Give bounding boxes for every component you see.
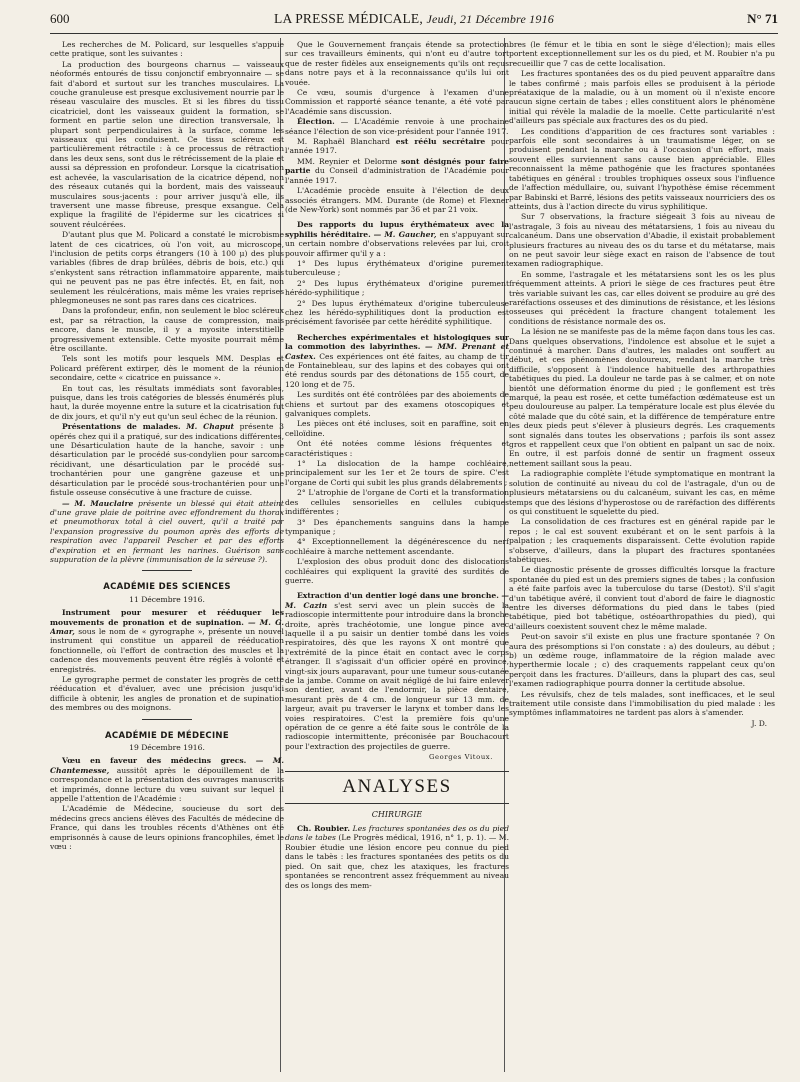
- list-item: 1° La dislocation de la hampe cochléaire, principalement sur les 1er et 2e tours de spire. C'est l'organe de Corti qui subit les plus grands délabrements ;: [285, 459, 509, 487]
- presentations-text: présente 3 opérés chez qui il a pratiqué, sur des indications différentes, une Désarticulation haute de la hanche, savoir : une désarticulation par le procédé sus-condylien pour sarcome récidivant, une désarticulation par le procédé sus-trochantérien pour une gangrène gazeuse et une désarticulation par le procédé sous-trochantérien pour une fistule osseuse consécutive à une fracture de cuisse.: [50, 422, 284, 498]
- roubier-text: — M. Roubier étudie une lésion encore peu connue du pied dans le tabès : les fractures spontanées des petits os du pied. On sait que, chez les ataxiques, les fractures spontanées se rencontrent assez fréquemment au niveau des os longs des mem-: [285, 833, 509, 890]
- column-2: [285, 40, 509, 1070]
- chirurgie-subheading: CHIRURGIE: [371, 809, 423, 819]
- reynier-bold: sont désignés pour faire partie: [285, 156, 509, 176]
- list-item: 4° Exceptionnellement la dégénérescence du nerf cochléaire à marche nettement ascendante.: [285, 537, 509, 556]
- paragraph: La consolidation de ces fractures est en général rapide par le repos ; le cal est souvent exubérant et on le sent parfois à la palpation ; les craquements disparaissent. Cette évolution rapide s'observe, d'ailleurs, dans la plupart des fractures spontanées tabétiques.: [509, 517, 775, 564]
- list-item: 2° Des lupus érythémateux d'origine purement hérédo-syphilitique ;: [285, 278, 509, 298]
- extraction-paragraph: [285, 591, 509, 751]
- roubier-title: Les fractures spontanées des os du pied dans le tabes: [285, 824, 509, 843]
- paragraph: Sur 7 observations, la fracture siégeait 3 fois au niveau de l'astragale, 3 fois au niveau des métatarsiens, 1 fois au niveau du calcanéum. Dans une observation d'Abadie, il existait probablement plusieurs fractures au niveau des os du tarse et du métatarse, mais on ne peut savoir leur siège exact en raison de l'absence de tout examen radiographique.: [509, 212, 775, 269]
- paragraph: Tels sont les motifs pour lesquels MM. Desplas et Policard préfèrent extirper, dès le moment de la réunion secondaire, cette « cicatrice en puissance ».: [50, 354, 284, 383]
- page-header: [50, 11, 778, 30]
- paragraph: Les pièces ont été incluses, soit en paraffine, soit en celloïdine.: [285, 419, 509, 438]
- lupus-title: Des rapports du lupus érythémateux avec la syphilis héréditaire.: [285, 220, 509, 239]
- list-item: 2° Des lupus érythémateux d'origine tuberculeuse chez les hérédo-syphilitiques dont la production est précisément favorisée par cette hérédité syphilitique.: [285, 298, 509, 327]
- recherches-title: Recherches expérimentales et histologiques sur la commotion des labyrinthes.: [285, 332, 509, 352]
- instrument-title: Instrument pour mesurer et rééduquer les mouvements de pronation et de supination.: [50, 608, 284, 627]
- paragraph: Ont été notées comme lésions fréquentes et caractéristiques :: [285, 439, 509, 458]
- journal-title-line: [50, 11, 778, 26]
- paragraph: Le gyrographe permet de constater les progrès de cette rééducation et d'évaluer, avec une précision jusqu'ici difficile à obtenir, les angles de pronation et de supination des membres ou des moignons.: [50, 675, 284, 713]
- column-3: [509, 40, 775, 1070]
- paragraph: Que le Gouvernement français étende sa protection sur ces travailleurs éminents, qui n'ont eu d'autre tort que de rester fidèles aux enseignements qu'ils ont reçus dans notre pays et à la reconnaissance qu'ils lui ont vouée.: [285, 40, 509, 87]
- issue-date: Jeudi, 21 Décembre 1916: [426, 12, 554, 26]
- journal-title: LA PRESSE MÉDICALE,: [274, 11, 423, 26]
- paragraph: Peut-on savoir s'il existe en plus une fracture spontanée ? On aura des présomptions si l'on constate : a) des douleurs, au début ; b) un œdème rouge, inflammatoire de la région malade avec hyperthermie locale ; c) des craquements rappelant ceux qu'on perçoit dans les fractures. D'ailleurs, dans la plupart des cas, seul l'examen radiographique pourra donner la certitude absolue.: [509, 632, 775, 689]
- paragraph: L'Académie de Médecine, soucieuse du sort des médecins grecs anciens élèves des Facultés de médecine de France, qui dans les troubles récents d'Athènes ont été emprisonnés à cause de leurs opinions francophiles, émet le vœu :: [50, 804, 284, 852]
- list-item: 2° L'atrophie de l'organe de Corti et la transformation des cellules sensorielles en cellules cubiques indifférentes ;: [285, 488, 509, 517]
- roubier-ref: (Le Progrès médical, 1916, n° 1, p. 1).: [335, 833, 487, 843]
- mauclaire-text: présente un blessé qui était atteint d'une grave plaie de poitrine avec effondrement du thorax et pneumothorax total à ciel ouvert, qu'il a traité par l'expansion progressive du poumon après des efforts de respiration avec l'appareil Pescher et par des efforts d'expiration et en fermant les narines. Guérison sans suppuration de la plèvre (immunisation de la séreuse ?).: [50, 498, 284, 564]
- election-title: Élection.: [297, 117, 335, 127]
- roubier-author: Ch. Roubier.: [297, 824, 350, 834]
- paragraph: Les fractures spontanées des os du pied peuvent apparaître dans le tabes confirmé ; mais parfois elles se produisent à la période préataxique de la maladie, ou à un moment où il n'existe encore aucun signe certain de tabes ; elles constituent alors le phénomène initial qui révèle la maladie de la moelle. Cette particularité n'est d'ailleurs pas spéciale aux fractures des os du pied.: [509, 69, 775, 126]
- paragraph: L'explosion des obus produit donc des dislocations cochléaires qui expliquent la gravité des surdités de guerre.: [285, 557, 509, 585]
- election-text: — L'Académie renvoie à une prochaine séance l'élection de son vice-président pour l'année 1917.: [285, 117, 509, 136]
- paragraph: Les recherches de M. Policard, sur lesquelles s'appuie cette pratique, sont les suivantes :: [50, 40, 284, 59]
- roubier-paragraph: [285, 824, 509, 890]
- instrument-paragraph: [50, 608, 284, 674]
- lupus-paragraph: [285, 220, 509, 258]
- paragraph: En tout cas, les résultats immédiats sont favorables, puisque, dans les trois catégories de blessés énumérés plus haut, la durée moyenne entre la suture et la cicatrisation fut de dix jours, et qu'il n'y eut qu'un seul échec de la réunion.: [50, 383, 284, 421]
- presentations-author: M. Chaput: [186, 422, 235, 432]
- mauclaire-paragraph: [50, 499, 284, 565]
- issue-number: N° 71: [747, 11, 778, 26]
- author-initials: J. D.: [751, 718, 767, 728]
- paragraph: Ce vœu, soumis d'urgence à l'examen d'une Commission et rapporté séance tenante, a été voté par l'Académie sans discussion.: [285, 88, 509, 116]
- author-signature: Georges Vitoux.: [429, 753, 493, 762]
- extraction-text: s'est servi avec un plein succès de la radioscopie intermittente pour introduire dans la bronche droite, après trachéotomie, une longue pince avec laquelle il a pu saisir un dentier tombé dans les voies respiratoires, dès que les rayons X ont montré que l'extrémité de la pince était en contact avec le corps étranger. Il s'agissait d'un officier opéré en province, vingt-six jours auparavant, pour une tumeur sous-cutanée de la jambe. Comme on avait négligé de lui faire enlever son dentier, avant de l'endormir, la pièce dentaire, mesurant près de 4 cm. de longueur sur 13 mm. de largeur, avait pu traverser le larynx et tomber dans les voies respiratoires. C'est la première fois qu'une opération de ce genre a été faite sous le contrôle de la radioscopie intermittente, préconisée par Bouchacourt pour l'extraction des projectiles de guerre.: [285, 600, 509, 751]
- paragraph: D'autant plus que M. Policard a constaté le microbisme latent de ces cicatrices, où l'on voit, au microscope, l'inclusion de petits corps étrangers (10 à 100 μ) des plus variables (fibres de drap brûlées, débris de bois, etc.) qui s'enkystent sans rétraction inflammatoire apparente, mais qui ne peuvent pas ne pas être infectés. Et, en fait, non seulement les réulcérations, mais même les vraies reprises phlegmoneuses ne sont pas rares dans ces cicatrices.: [50, 230, 284, 305]
- recherches-paragraph: [285, 333, 509, 389]
- voeu-text: aussitôt après le dépouillement de la correspondance et la présentation des ouvrages manuscrits et imprimés, donne lecture du vœu suivant sur lequel il appelle l'attention de l'Académie :: [50, 765, 284, 804]
- reynier-paragraph: [285, 157, 509, 185]
- paragraph: Les conditions d'apparition de ces fractures sont variables : parfois elle sont secondaires à un traumatisme léger, on se produisent pendant la marche ou à l'occasion d'un effort, mais souvent elles surviennent sans cause bien appréciable. Elles reconnaissent la même pathogénie que les fractures spontanées tabétiques en général : troubles trophiques osseux sous l'influence de l'affection médullaire, ou, suivant l'hypothèse émise récemment par Babinski et Barré, lésions des petits vaisseaux nourriciers des os atteints, dus à l'action directe du virus syphilitique.: [509, 126, 775, 211]
- extraction-author: — M. Cazin: [285, 591, 509, 610]
- blanchard-bold: est réélu secrétaire: [395, 137, 486, 147]
- blanchard-post: pour l'année 1917.: [285, 137, 509, 156]
- lupus-text: en s'appuyant sur un certain nombre d'observations relevées par lui, croit pouvoir affirmer qu'il y a :: [285, 229, 509, 258]
- paragraph: L'Académie procède ensuite à l'élection de deux associés étrangers. MM. Durante (de Rome) et Flexner (de New-York) sont nommés par 36 et par 21 voix.: [285, 186, 509, 214]
- extraction-title: Extraction d'un dentier logé dans une bronche.: [297, 591, 499, 601]
- voeu-paragraph: [50, 756, 284, 803]
- list-item: 3° Des épanchements sanguins dans la hampe tympanique ;: [285, 517, 509, 536]
- column-1: [50, 40, 284, 1070]
- paragraph: Le diagnostic présente de grosses difficultés lorsque la fracture spontanée du pied est un des premiers signes de tabes ; la confusion a été faite parfois avec la tuberculose du tarse (Destot). S'il s'agit d'un tabétique avéré, il convient tout d'abord de faire le diagnostic entre les diverses déformations du pied dans le tabes (pied tabétique, pied bot tabétique, ostéoarthropathies du pied), qui d'ailleurs coexistent souvent chez le même malade.: [509, 565, 775, 631]
- reynier-post: du Conseil d'administration de l'Académie pour l'année 1917.: [285, 166, 509, 185]
- lupus-author: — M. Gaucher,: [373, 229, 437, 239]
- instrument-author: — M. G. Amar,: [50, 617, 284, 636]
- academie-sciences-heading: ACADÉMIE DES SCIENCES: [103, 582, 231, 593]
- paragraph: La radiographie complète l'étude symptomatique en montrant la solution de continuité au niveau du col de l'astragale, d'un ou de plusieurs métatarsiens ou du calcanéum, suivant les cas, en même temps que des lésions d'hyperostose ou de raréfaction des différents os qui constituent le squelette du pied.: [509, 469, 775, 516]
- academie-medecine-heading: ACADÉMIE DE MÉDECINE: [105, 730, 229, 741]
- election-paragraph: [285, 117, 509, 136]
- presentations-paragraph: [50, 422, 284, 497]
- voeu-author: — M. Chantemesse,: [50, 756, 284, 775]
- mauclaire-author: — M. Mauclaire: [62, 498, 134, 508]
- paragraph: Les surdités ont été contrôlées par des aboiements de chiens et surtout par des examens otoscopiques et galvaniques complets.: [285, 390, 509, 419]
- section-rule: [142, 719, 192, 720]
- presentations-title: Présentations de malades.: [62, 422, 181, 432]
- paragraph: Les révulsifs, chez de tels malades, sont inefficaces, et le seul traitement utile consiste dans l'immobilisation du pied malade : les symptômes inflammatoires ne tardent pas alors à s'amender.: [509, 689, 775, 718]
- medecine-date: 19 Décembre 1916.: [129, 743, 205, 753]
- paragraph: En somme, l'astragale et les métatarsiens sont les os les plus fréquemment atteints. A priori le siège de ces fractures peut être très variable suivant les cas, car elles doivent se produire au gré des raréfactions osseuses et des diminutions de résistance, et les lésions osseuses qui précèdent la fracture changent totalement les conditions de résistance normale des os.: [509, 269, 775, 326]
- header-rule: [50, 33, 778, 34]
- reynier-names: MM. Reynier et Delorme: [297, 156, 402, 166]
- list-item: 1° Des lupus érythémateux d'origine purement tuberculeuse ;: [285, 258, 509, 278]
- analyses-heading: ANALYSES: [285, 771, 509, 804]
- paragraph: Dans la profondeur, enfin, non seulement le bloc scléreux est, par sa rétraction, la cause de compression, mais encore, dans le muscle, il y a myosite interstitielle progressivement extensible. Cette myosite pourrait même être oscillante.: [50, 306, 284, 353]
- voeu-title: Vœu en faveur des médecins grecs.: [62, 756, 247, 766]
- paragraph: La production des bourgeons charnus — vaisseaux néoformés entourés de tissu conjonctif embryonnaire — se fait d'abord et surtout sur les tranches musculaires. La couche granuleuse est presque exclusivement nourrie par le réseau vasculaire des muscles. Et si les fibres du tissu cicatriciel, dont les vaisseaux guident la formation, se forment en partie selon une direction transversale, la plupart sont perpendiculaires à la surface, comme les vaisseaux qui les conduisent. Ce tissu scléreux est particulièrement rétractile : à ce processus de rétraction dans les deux sens, sont dus le rétrécissement de la plaie et aussi sa dépression en profondeur. Lorsque la cicatrisation est achevée, la vascularisation de la cicatrice dépend, non des réseaux cutanés qui la bordent, mais des vaisseaux musculaires sous-jacents : pour arriver jusqu'à elle, ils traversent une masse fibreuse, presque exsangue. Cela explique la fragilité de l'épiderme sur les cicatrices si souvent réulcérées.: [50, 59, 284, 229]
- page-number: 600: [50, 11, 70, 26]
- blanchard-paragraph: [285, 137, 509, 156]
- blanchard-name: M. Raphaël Blanchard: [297, 137, 396, 147]
- paragraph: La lésion ne se manifeste pas de la même façon dans tous les cas. Dans quelques observations, l'indolence est absolue et le sujet a continué à marcher. Dans d'autres, les malades ont souffert au début, et ces phénomènes douloureux, rendant la marche très difficile, s'opposent à l'indolence habituelle des arthropathies tabétiques du pied. La douleur ne tarde pas à se calmer, et on note bientôt une déformation énorme du pied ; le gonflement est très marqué, la peau est rosée, et cette tuméfaction œdémateuse est un peu douloureuse au palper. La température locale est plus élevée du côté malade que du côté sain, et la différence de température entre les deux pieds peut s'élever à plusieurs degrés. Les craquements sont signalés dans toutes les observations ; parfois ils sont assez gros et rappellent ceux que l'on obtient en palpant un sac de noix. En outre, il est parfois donné de sentir un fragment osseux nettement saillant sous la peau.: [509, 327, 775, 468]
- recherches-text: Ces expériences ont été faites, au champ de tir de Fontainebleau, sur des lapins et des cobayes qui ont été rendus sourds par des détonations de 155 court, de 120 long et de 75.: [285, 351, 509, 389]
- section-rule: [142, 570, 192, 571]
- sciences-date: 11 Décembre 1916.: [129, 594, 205, 604]
- paragraph: bres (le fémur et le tibia en sont le siège d'élection); mais elles portent exceptionnellement sur les os du pied, et M. Roubier n'a pu recueillir que 7 cas de cette localisation.: [509, 40, 775, 68]
- instrument-text: sous le nom de « gyrographe », présente un nouvel instrument qui constitue un appareil de rééducation fonctionnelle, où l'effort de contraction des muscles et la cadence des mouvements peuvent être réglés à volonté et enregistrés.: [50, 626, 284, 674]
- recherches-author: — MM. Prenant et Castex.: [285, 342, 509, 361]
